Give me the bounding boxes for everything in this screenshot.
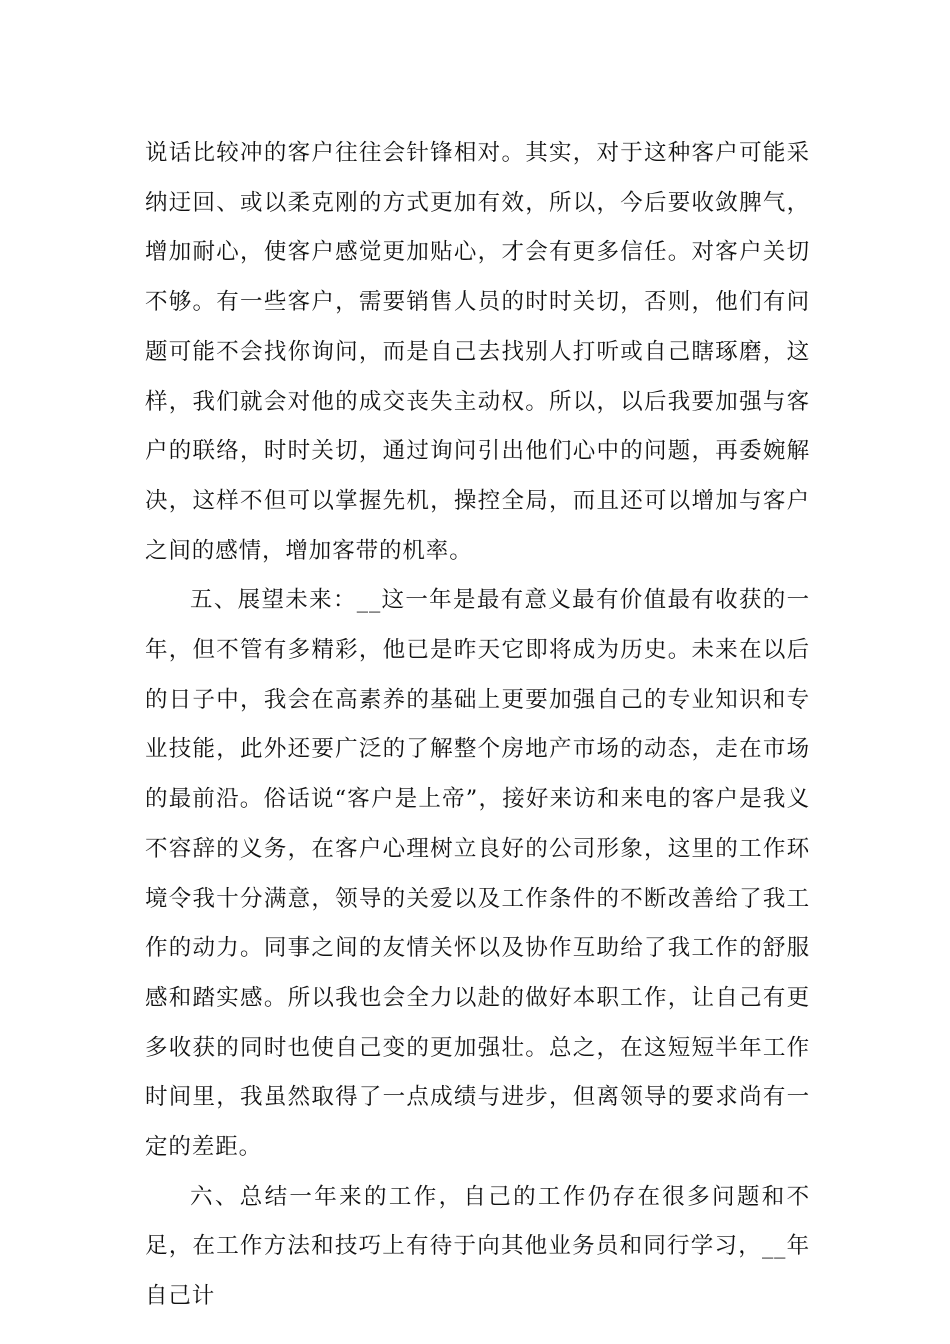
paragraph-section-six: 六、总结一年来的工作，自己的工作仍存在很多问题和不足，在工作方法和技巧上有待于向其他业务员和同行学习，__年自己计 xyxy=(145,1183,810,1310)
paragraph-continuation: 说话比较冲的客户往往会针锋相对。其实，对于这种客户可能采纳迂回、或以柔克刚的方式更加有效，所以，今后要收敛脾气，增加耐心，使客户感觉更加贴心，才会有更多信任。对客户关切不够。有一些客户，需要销售人员的时时关切，否则，他们有问题可能不会找你询问，而是自己去找别人打听或自己瞎琢磨，这样，我们就会对他的成交丧失主动权。所以，以后我要加强与客户的联络，时时关切，通过询问引出他们心中的问题，再委婉解决，这样不但可以掌握先机，操控全局，而且还可以增加与客户之间的感情，增加客带的机率。 xyxy=(145,140,810,564)
paragraph-section-five: 五、展望未来：__这一年是最有意义最有价值最有收获的一年，但不管有多精彩，他已是昨天它即将成为历史。未来在以后的日子中，我会在高素养的基础上更要加强自己的专业知识和专业技能，此外还要广泛的了解整个房地产市场的动态，走在市场的最前沿。俗话说“客户是上帝”，接好来访和来电的客户是我义不容辞的义务，在客户心理树立良好的公司形象，这里的工作环境令我十分满意，领导的关爱以及工作条件的不断改善给了我工作的动力。同事之间的友情关怀以及协作互助给了我工作的舒服感和踏实感。所以我也会全力以赴的做好本职工作，让自己有更多收获的同时也使自己变的更加强壮。总之，在这短短半年工作时间里，我虽然取得了一点成绩与进步，但离领导的要求尚有一定的差距。 xyxy=(145,587,810,1161)
document-body xyxy=(145,129,810,1322)
